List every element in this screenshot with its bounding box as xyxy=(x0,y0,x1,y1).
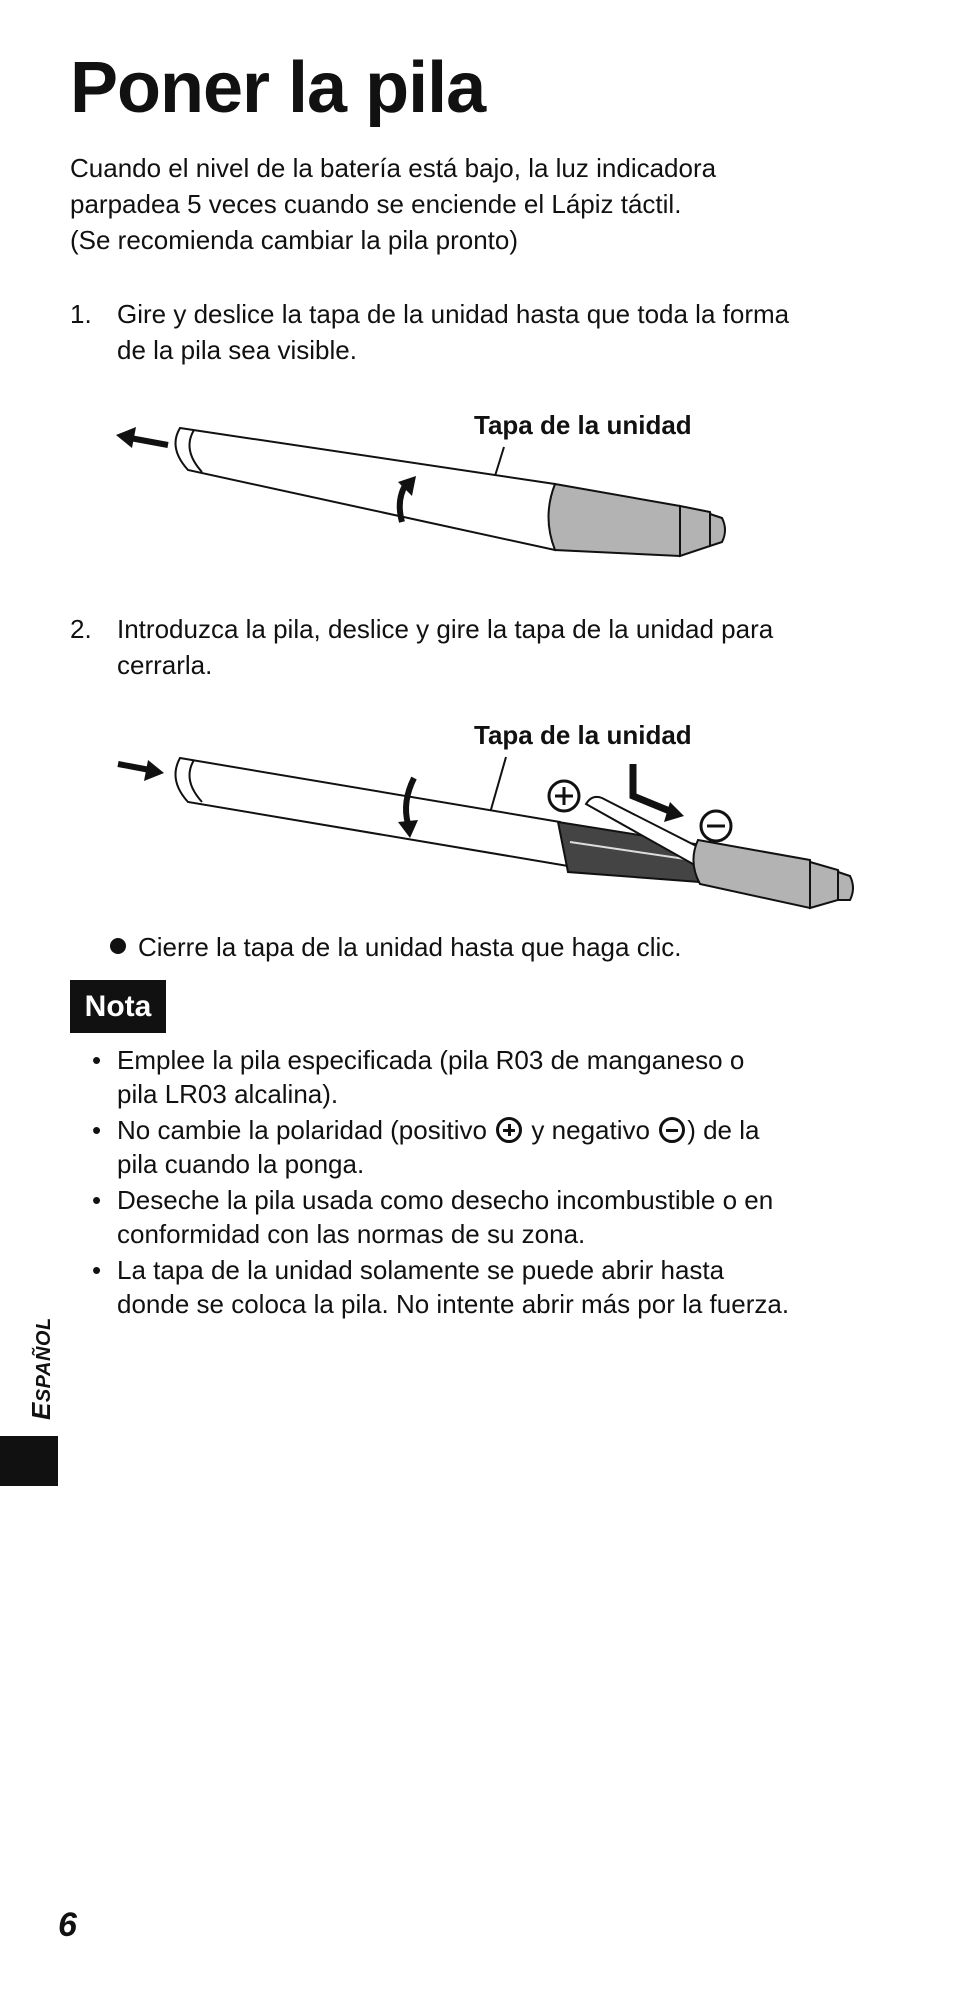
slide-left-arrow-icon xyxy=(116,427,168,448)
step-line: de la pila sea visible. xyxy=(117,335,357,365)
figure-insert-battery xyxy=(110,712,870,918)
figure-open-cap xyxy=(110,400,730,580)
bullet-text: Cierre la tapa de la unidad hasta que haga clic. xyxy=(138,932,682,962)
nota-item: • No cambie la polaridad (positivo y negativo ) de la pila cuando la ponga. xyxy=(92,1115,760,1179)
minus-polarity-icon xyxy=(701,811,731,841)
step-number: 1. xyxy=(70,299,92,329)
intro-line: Cuando el nivel de la batería está bajo, la luz indicadora xyxy=(70,153,717,183)
insert-battery-arrow-icon xyxy=(633,764,684,822)
slide-right-arrow-icon xyxy=(118,760,164,781)
step-line: Introduzca la pila, deslice y gire la tapa de la unidad para xyxy=(117,614,774,644)
plus-polarity-icon xyxy=(549,781,579,811)
step-line: Gire y deslice la tapa de la unidad hasta que toda la forma xyxy=(117,299,790,329)
nota-list xyxy=(90,1043,930,1323)
language-tab-label: ESPAÑOL xyxy=(26,1317,56,1420)
plus-polarity-icon xyxy=(496,1117,522,1143)
bullet-dot-icon xyxy=(110,938,126,954)
step-2 xyxy=(70,611,910,683)
nota-item: • La tapa de la unidad solamente se puede abrir hasta donde se coloca la pila. No intente abrir más por la fuerza. xyxy=(92,1255,790,1319)
pen-battery-illustration xyxy=(110,712,870,918)
step-line: cerrarla. xyxy=(117,650,213,680)
bullet-close-cap xyxy=(110,929,681,965)
figure-label: Tapa de la unidad xyxy=(474,720,692,750)
nota-item: • Deseche la pila usada como desecho incombustible o en conformidad con las normas de su zona. xyxy=(92,1185,774,1249)
nota-heading: Nota xyxy=(70,980,166,1033)
pen-body xyxy=(176,758,854,908)
figure-label: Tapa de la unidad xyxy=(474,410,692,440)
step-1 xyxy=(70,296,910,368)
intro-paragraph xyxy=(70,150,910,258)
intro-line: (Se recomienda cambiar la pila pronto) xyxy=(70,225,518,255)
minus-polarity-icon xyxy=(659,1117,685,1143)
page-title: Poner la pila xyxy=(70,48,486,128)
intro-line: parpadea 5 veces cuando se enciende el Lápiz táctil. xyxy=(70,189,682,219)
pen-body xyxy=(176,428,726,556)
language-tab-marker xyxy=(0,1436,58,1486)
pen-open-illustration xyxy=(110,400,730,580)
nota-item: • Emplee la pila especificada (pila R03 de manganeso o pila LR03 alcalina). xyxy=(92,1045,745,1109)
page-number: 6 xyxy=(58,1906,77,1944)
step-number: 2. xyxy=(70,614,92,644)
